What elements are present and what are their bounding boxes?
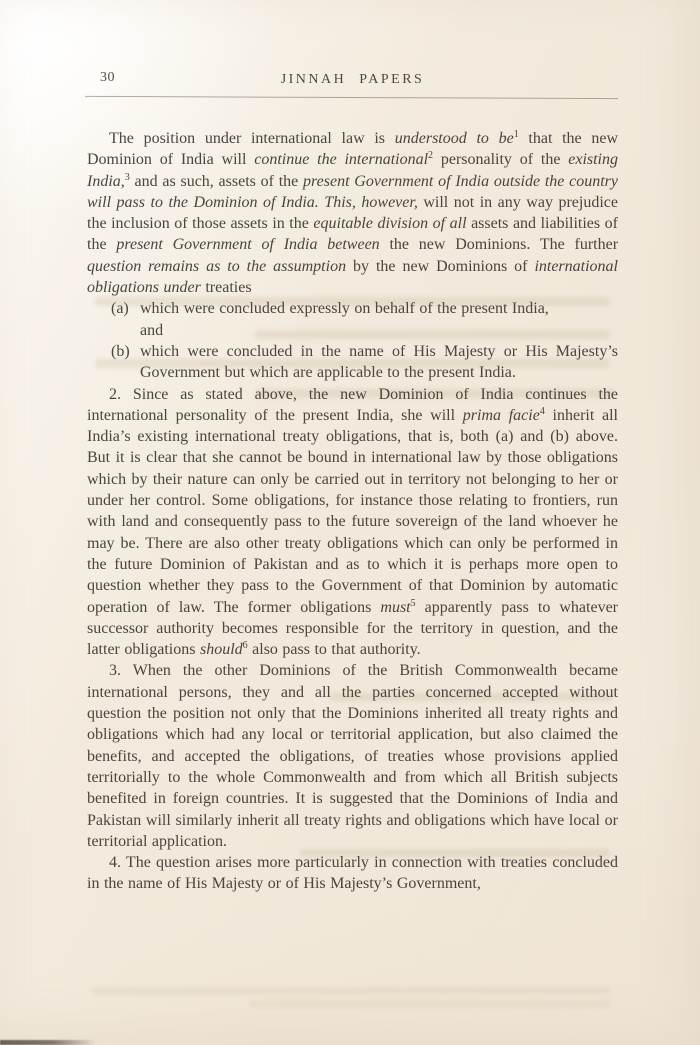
list-marker: (a) [111, 300, 129, 318]
list-item-b: (b) which were concluded in the name of His Majesty or His Majesty’s Government but which are applicable to the present India. [111, 342, 618, 382]
header-rule [85, 96, 618, 99]
paragraph-4: 4. The question arises more particularly in connection with treaties concluded in the name of His Majesty or of His Majesty’s Government, [87, 854, 618, 893]
list-item-a: (a) which were concluded expressly on behalf of the present India, and [111, 300, 549, 339]
list-marker: (b) [111, 342, 130, 360]
paragraph-intro: The position under international law is understood to $be^1$ that the new Dominion of India will continue the international$^2$ personality of the existing India,$^3$ and as such, assets of the present Government of India outside the country will pass to the Dominion of India. This, however, will not in any way prejudice the inclusion of those assets in the equitable division of all assets and liabilities of the present Government of India between the new Dominions. The further question remains as to the assumption by the new Dominions of international obligations under treaties [87, 129, 619, 297]
paragraph-2: 2. Since as stated above, the new Dominion of India continues the international personality of the present India, she will prima facie$^4$ inherit all India’s existing international treaty obligations, that is, both (a) and (b) above. But it is clear that she cannot be bound in international law by those obligations which by their nature can only be carried out in territory not belonging to her or under her control. Some obligations, for instance those relating to frontiers, run with land and consequently pass to the future sovereign of the land whoever he may be. There are also other treaty obligations which can only be performed in the future Dominion of Pakistan and as to which it is perhaps more open to question whether they pass to the Government of that Dominion by automatic operation of law. The former obligations must$^5$ apparently pass to whatever successor authority becomes responsible for the territory in question, and the latter obligations should$^6$ also pass to that authority. [87, 385, 619, 659]
paragraph-3: 3. When the other Dominions of the British Commonwealth became international persons, they and all the parties concerned accepted without question the position not only that the Dominions inherited all treaty rights and obligations which had any local or territorial application, but also claimed the benefits, and accepted the obligations, of treaties whose provisions applied territorially to the whole Commonwealth and from which all British subjects benefited in foreign countries. It is suggested that the Dominions of India and Pakistan will similarly inherit all treaty rights and obligations which have local or territorial application. [87, 662, 618, 850]
document-body [87, 128, 618, 895]
running-header [87, 68, 618, 98]
scan-edge-shadow [0, 1040, 96, 1045]
page-number: 30 [100, 70, 115, 85]
running-title: JINNAH PAPERS [280, 72, 425, 87]
